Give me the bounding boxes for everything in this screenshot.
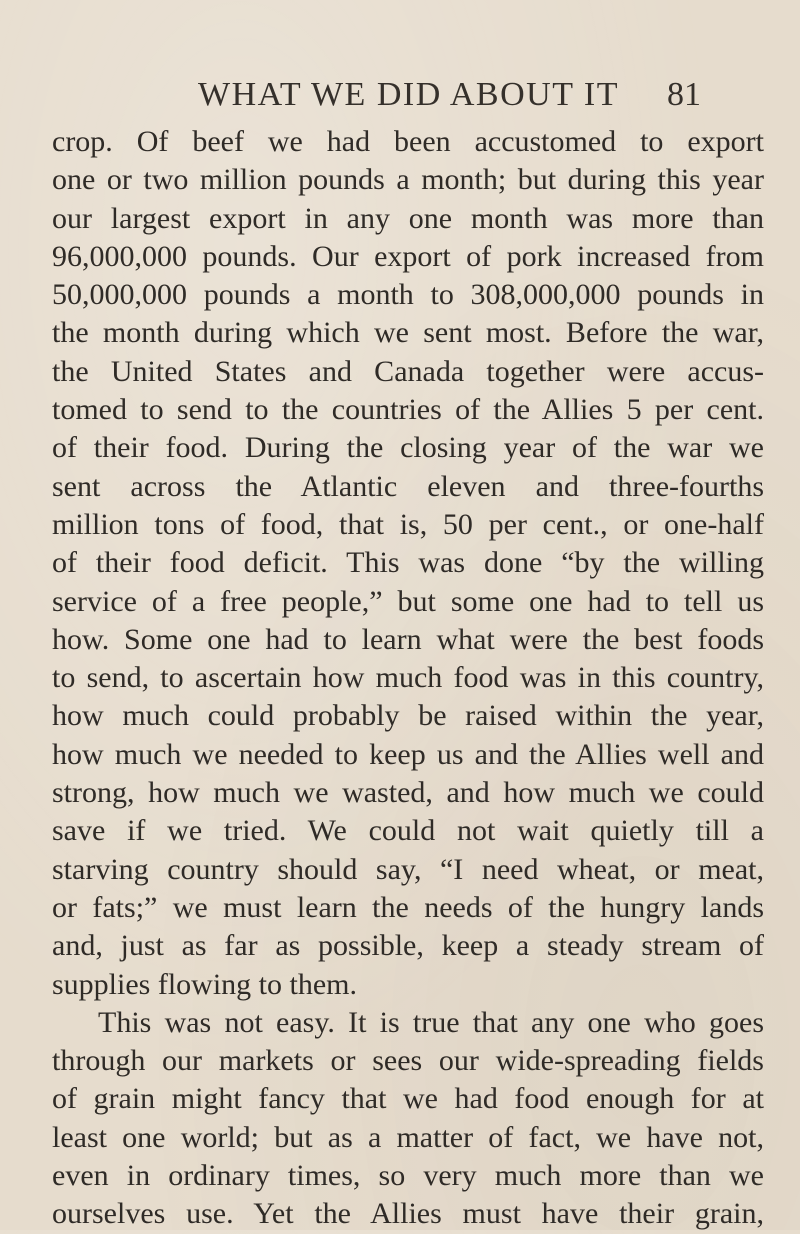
paragraph: [52, 1004, 764, 1234]
text-line: This was not easy. It is true that any one who goes: [98, 1005, 764, 1039]
text-line: of grain might fancy that we had food enough for at: [52, 1082, 764, 1116]
text-line: 96,000,000 pounds. Our export of pork increased from: [52, 239, 764, 273]
running-title: WHAT WE DID ABOUT IT: [198, 76, 619, 113]
text-line: even in ordinary times, so very much more than we: [52, 1159, 764, 1193]
text-line: one or two million pounds a month; but during this year: [52, 163, 764, 197]
text-line: to send, to ascertain how much food was in this country,: [52, 661, 764, 695]
text-line: sent across the Atlantic eleven and three-fourths: [52, 469, 764, 503]
text-line: and, just as far as possible, keep a steady stream of: [52, 929, 764, 963]
text-line: of their food deficit. This was done “by the willing: [52, 546, 764, 580]
text-line: starving country should say, “I need wheat, or meat,: [52, 852, 764, 886]
body-text: [52, 123, 764, 1234]
text-line: how much we needed to keep us and the Allies well and: [52, 737, 764, 771]
text-line: the United States and Canada together were accus-: [52, 354, 764, 388]
text-line: through our markets or sees our wide-spreading fields: [52, 1044, 764, 1078]
text-line: crop. Of beef we had been accustomed to export: [52, 125, 764, 158]
running-head: [0, 76, 800, 116]
text-line: or fats;” we must learn the needs of the hungry lands: [52, 890, 764, 924]
text-line: strong, how much we wasted, and how much we could: [52, 776, 764, 810]
text-line: ourselves use. Yet the Allies must have their grain,: [52, 1197, 764, 1231]
text-line: how. Some one had to learn what were the best foods: [52, 622, 764, 656]
text-line: how much could probably be raised within the year,: [52, 699, 764, 733]
text-line: service of a free people,” but some one had to tell us: [52, 584, 764, 618]
text-line: least one world; but as a matter of fact, we have not,: [52, 1120, 764, 1154]
text-line: our largest export in any one month was more than: [52, 201, 764, 235]
text-line: the month during which we sent most. Before the war,: [52, 316, 764, 350]
page-number: 81: [667, 76, 701, 113]
text-line: supplies flowing to them.: [52, 967, 357, 1001]
text-line: 50,000,000 pounds a month to 308,000,000 pounds in: [52, 278, 764, 312]
text-line: save if we tried. We could not wait quietly till a: [52, 814, 764, 848]
text-line: tomed to send to the countries of the Allies 5 per cent.: [52, 393, 764, 427]
text-line: million tons of food, that is, 50 per cent., or one-half: [52, 507, 764, 541]
text-line: of their food. During the closing year of the war we: [52, 431, 764, 465]
paragraph: [52, 123, 764, 1004]
